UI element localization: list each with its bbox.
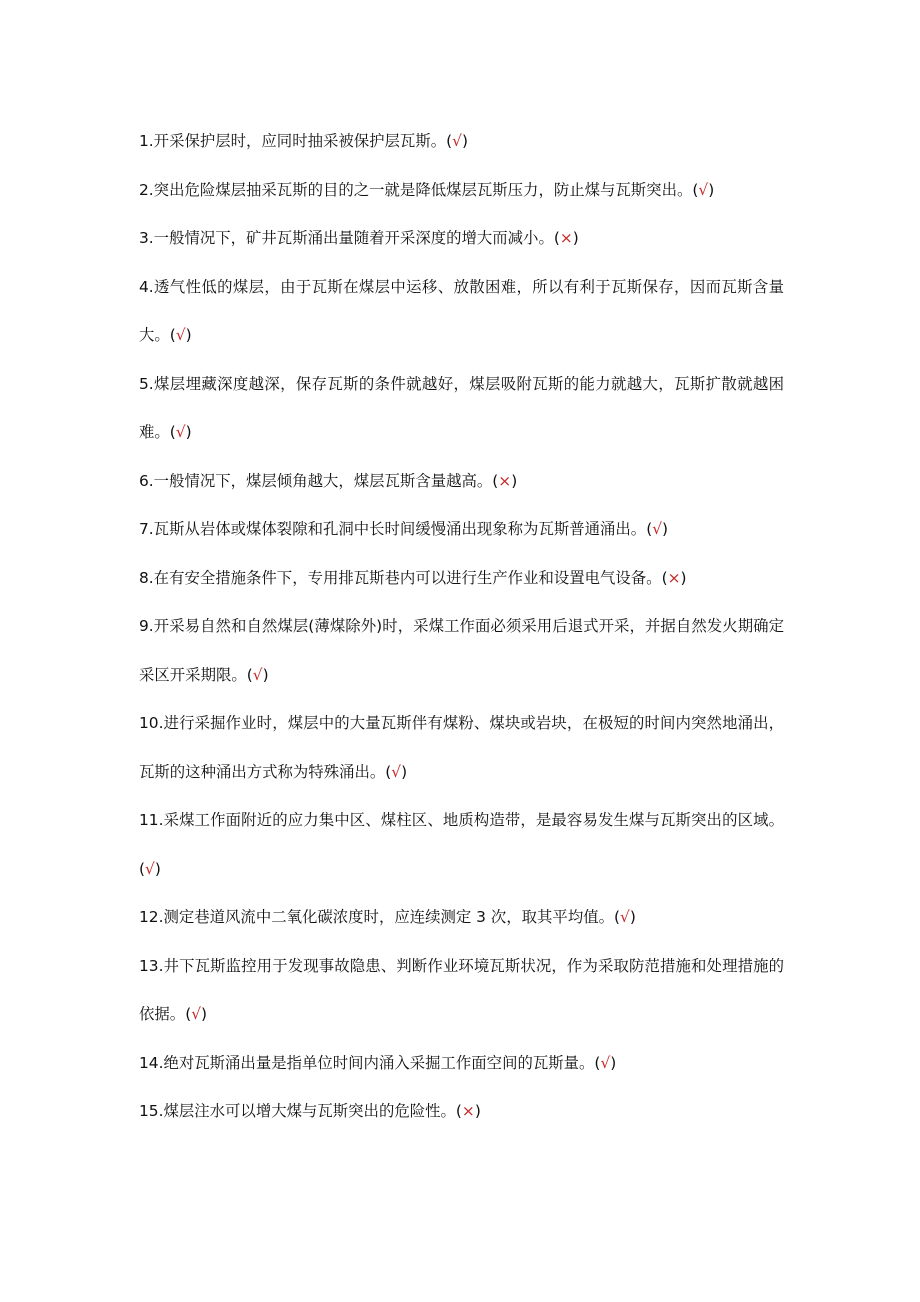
paren-close: ) — [662, 520, 669, 538]
question-text: 14.绝对瓦斯涌出量是指单位时间内涌入采掘工作面空间的瓦斯量。 — [139, 1053, 595, 1072]
paren-open: ( — [594, 1053, 601, 1072]
question-item — [139, 942, 784, 1039]
question-item — [139, 457, 784, 506]
paren-open: ( — [646, 520, 653, 538]
question-item — [139, 554, 784, 603]
paren-close: ) — [680, 568, 687, 587]
paren-close: ) — [262, 665, 269, 684]
paren-open: ( — [455, 1102, 462, 1120]
answer-mark: × — [667, 568, 681, 587]
question-text: 10.进行采掘作业时，煤层中的大量瓦斯伴有煤粉、煤块或岩块，在极短的时间内突然地涌出，瓦斯的这种涌出方式称为特殊涌出。 — [139, 714, 784, 781]
question-item — [139, 602, 784, 699]
question-list — [139, 117, 784, 1136]
paren-close: ) — [572, 229, 579, 247]
paren-close: ) — [461, 132, 468, 150]
answer-mark: √ — [191, 1005, 202, 1023]
question-text: 6.一般情况下，煤层倾角越大，煤层瓦斯含量越高。 — [139, 471, 493, 490]
paren-close: ) — [154, 859, 161, 878]
paren-open: ( — [492, 471, 499, 490]
answer-mark: √ — [175, 423, 186, 441]
question-text: 9.开采易自然和自然煤层(薄煤除外)时，采煤工作面必须采用后退式开采，并据自然发火期确定采区开采期限。 — [139, 617, 784, 684]
question-item — [139, 1087, 784, 1136]
question-item — [139, 166, 784, 215]
question-item — [139, 360, 784, 457]
question-text: 5.煤层埋藏深度越深，保存瓦斯的条件就越好，煤层吸附瓦斯的能力就越大，瓦斯扩散就越困难。 — [139, 374, 784, 441]
answer-mark: × — [461, 1102, 475, 1120]
answer-mark: √ — [600, 1053, 611, 1072]
answer-mark: √ — [652, 520, 663, 538]
question-item — [139, 117, 784, 166]
question-item — [139, 505, 784, 554]
question-text: 8.在有安全措施条件下，专用排瓦斯巷内可以进行生产作业和设置电气设备。 — [139, 568, 662, 587]
answer-mark: √ — [252, 665, 263, 684]
paren-open: ( — [661, 568, 668, 587]
paren-close: ) — [401, 762, 408, 781]
answer-mark: × — [559, 229, 573, 247]
paren-open: ( — [446, 132, 453, 150]
paren-close: ) — [201, 1005, 208, 1023]
paren-open: ( — [553, 229, 560, 247]
answer-mark: √ — [698, 180, 709, 199]
paren-open: ( — [169, 326, 176, 344]
question-text: 4.透气性低的煤层，由于瓦斯在煤层中运移、放散困难，所以有利于瓦斯保存，因而瓦斯含量大。 — [139, 277, 784, 344]
question-text: 12.测定巷道风流中二氧化碳浓度时，应连续测定 3 次，取其平均值。 — [139, 908, 614, 926]
answer-mark: √ — [620, 908, 630, 926]
question-item — [139, 1039, 784, 1088]
paren-open: ( — [185, 1005, 192, 1023]
answer-mark: × — [498, 471, 512, 490]
paren-close: ) — [474, 1102, 481, 1120]
answer-mark: √ — [175, 326, 186, 344]
paren-close: ) — [185, 326, 192, 344]
question-text: 3.一般情况下，矿井瓦斯涌出量随着开采深度的增大而减小。 — [139, 229, 554, 247]
answer-mark: √ — [391, 762, 402, 781]
question-text: 13.井下瓦斯监控用于发现事故隐患、判断作业环境瓦斯状况，作为采取防范措施和处理措施的依据。 — [139, 956, 784, 1023]
paren-close: ) — [511, 471, 518, 490]
question-text: 15.煤层注水可以增大煤与瓦斯突出的危险性。 — [139, 1102, 456, 1120]
answer-mark: √ — [452, 132, 462, 150]
paren-open: ( — [614, 908, 621, 926]
paren-close: ) — [185, 423, 192, 441]
question-item — [139, 263, 784, 360]
question-text: 11.采煤工作面附近的应力集中区、煤柱区、地质构造带，是最容易发生煤与瓦斯突出的区域。 — [139, 811, 784, 829]
paren-open: ( — [246, 665, 253, 684]
paren-close: ) — [610, 1053, 617, 1072]
question-item — [139, 699, 784, 796]
question-item — [139, 893, 784, 942]
paren-open: ( — [385, 762, 392, 781]
question-item — [139, 796, 784, 893]
paren-close: ) — [708, 180, 715, 199]
question-item — [139, 214, 784, 263]
paren-open: ( — [139, 859, 146, 878]
answer-mark: √ — [145, 859, 155, 878]
question-text: 7.瓦斯从岩体或煤体裂隙和孔洞中长时间缓慢涌出现象称为瓦斯普通涌出。 — [139, 520, 647, 538]
paren-open: ( — [692, 180, 699, 199]
paren-close: ) — [629, 908, 636, 926]
question-text: 1.开采保护层时，应同时抽采被保护层瓦斯。 — [139, 132, 447, 150]
paren-open: ( — [169, 423, 176, 441]
question-text: 2.突出危险煤层抽采瓦斯的目的之一就是降低煤层瓦斯压力，防止煤与瓦斯突出。 — [139, 180, 693, 199]
